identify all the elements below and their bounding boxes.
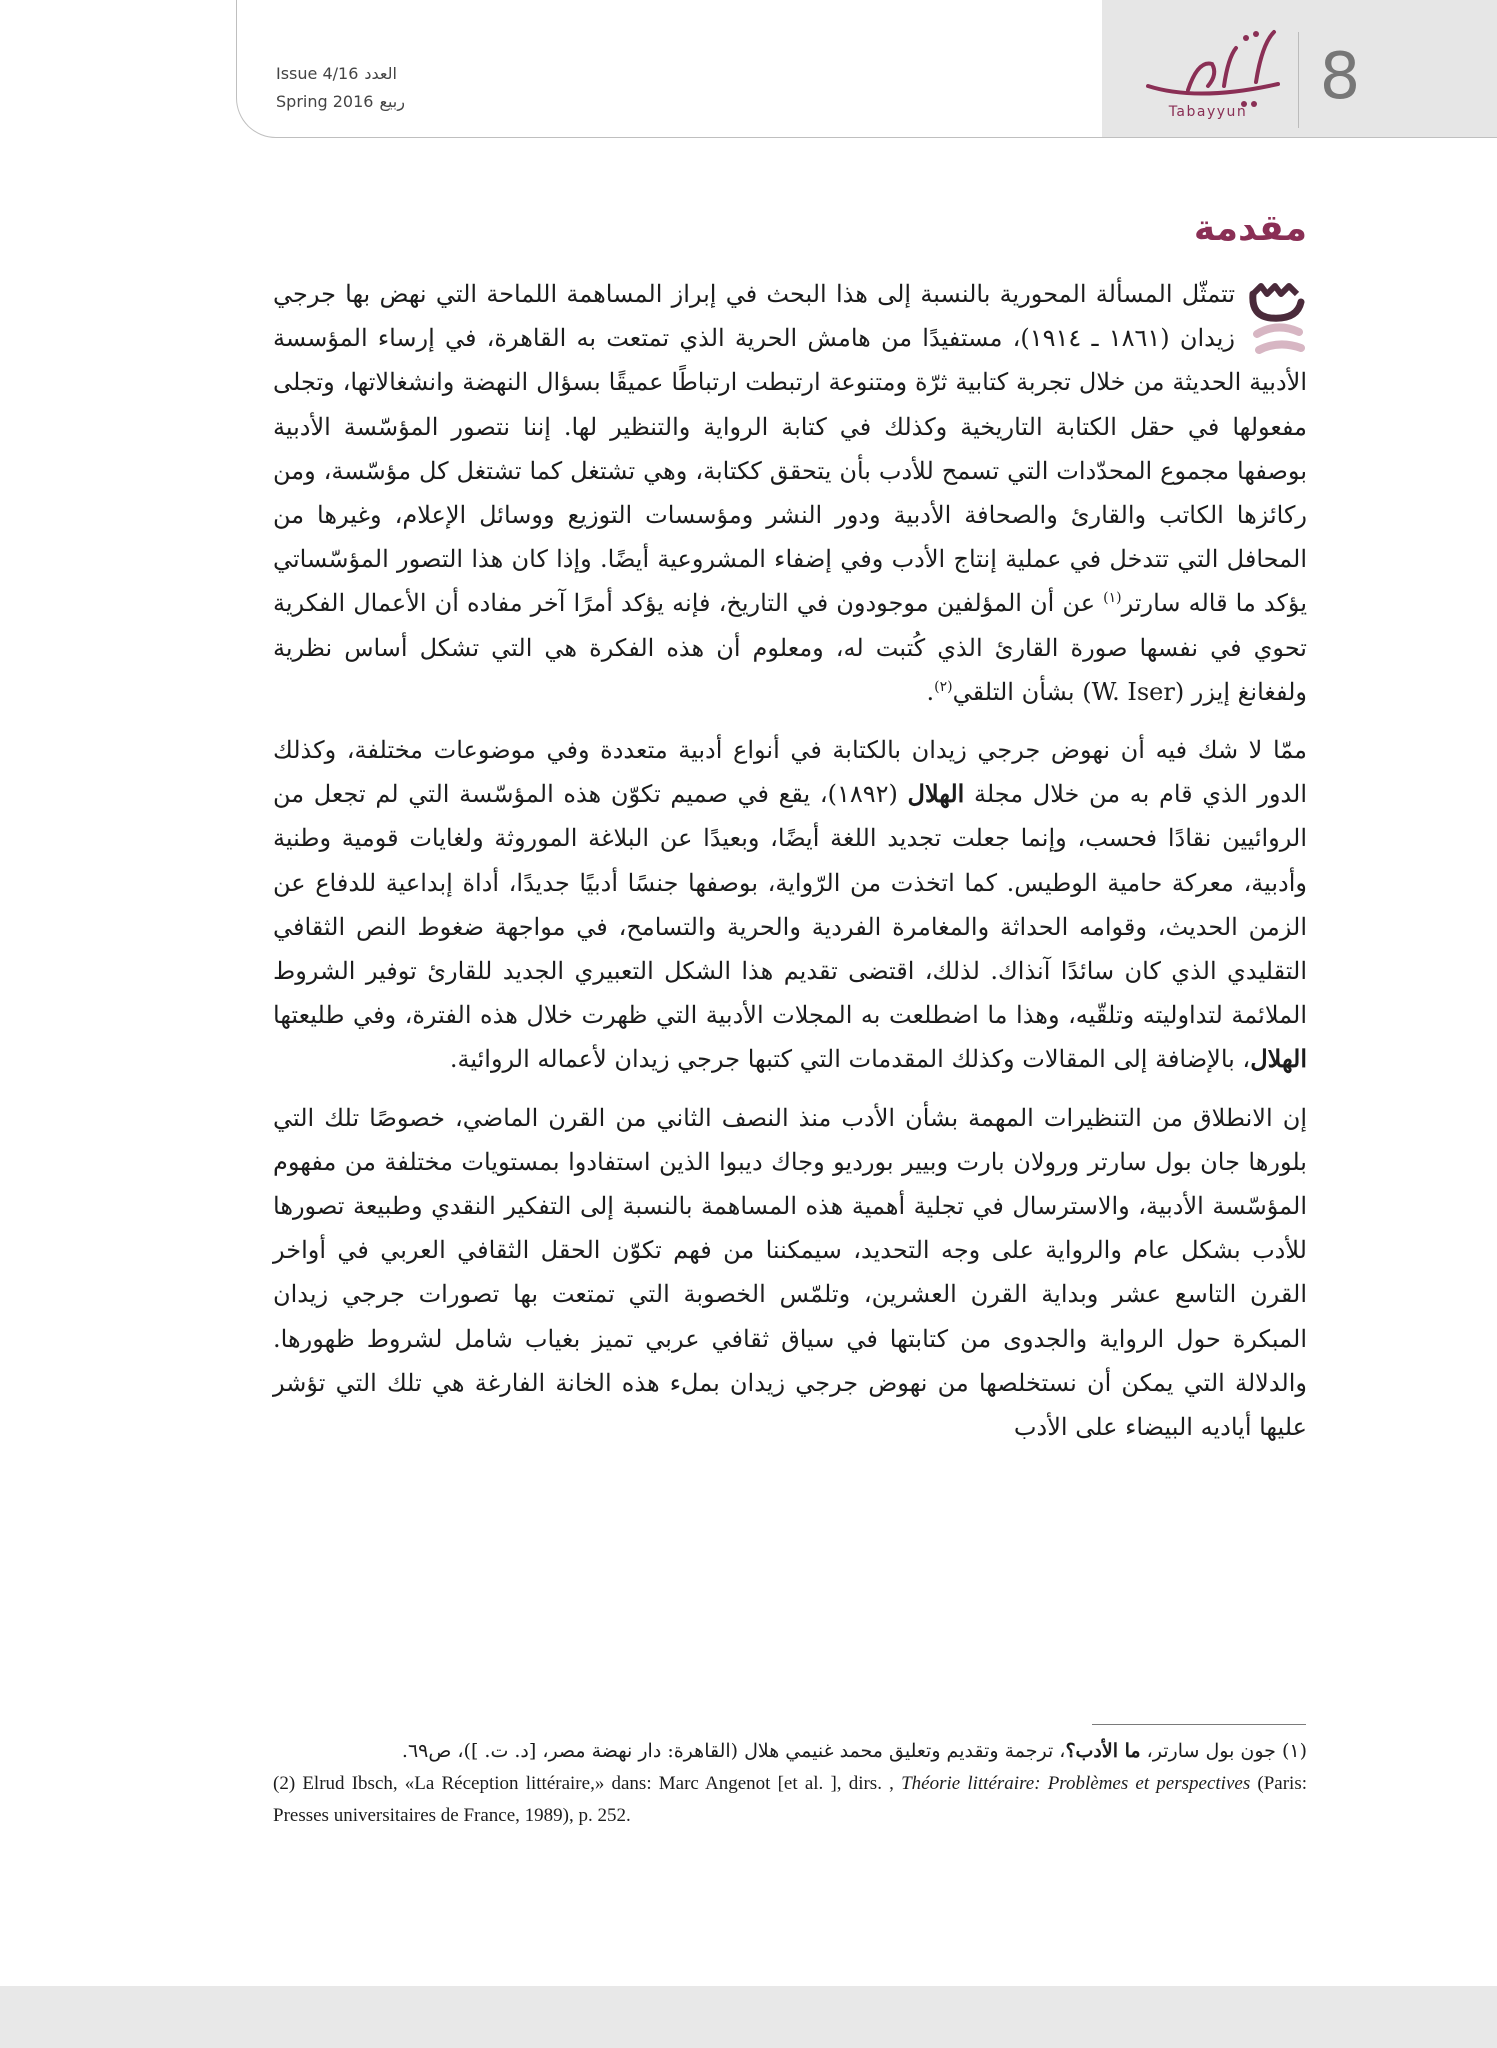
magazine-name: الهلال [907,779,965,809]
issue-label-ar: العدد [364,64,397,83]
footnote-2-text-a: (2) Elrud Ibsch, «La Réception littéraire,» dans: Marc Angenot [et al. ], dirs. , [273,1773,902,1794]
paragraph-1-text-b: عن أن المؤلفين موجودون في التاريخ، فإنه يؤكد أمرًا آخر مفاده أن الأعمال الفكرية تحوي في نفسها صورة القارئ الذي كُتبت له، ومعلوم أن هذه الفكرة هي التي تشكل أساس نظرية ولفغانغ إيزر (W. Iser) بشأن التلقي [273,589,1307,706]
article-body [273,272,1307,1463]
paragraph-1-text-c: . [926,677,935,706]
issue-info [276,60,496,116]
issue-number: Issue 4/16 [276,64,359,83]
page-number-divider [1298,32,1299,128]
paragraph-1 [273,272,1307,714]
paragraph-2-text-b: (١٨٩٢)، يقع في صميم تكوّن هذه المؤسّسة التي لم تجعل من الروائيين نقادًا فحسب، وإنما جعلت تجديد اللغة أيضًا، وبعيدًا عن البلاغة الموروثة ولغايات قومية وطنية وأدبية، معركة حامية الوطيس. كما اتخذت من الرّواية، بوصفها جنسًا أدبيًا جديدًا، أداة إبداعية للدفاع عن الزمن الحديث، وقوامه الحداثة والمغامرة الفردية والحرية والتسامح، في مواجهة ضغوط النص الثقافي التقليدي الذي كان سائدًا آنذاك. لذلك، اقتضى تقديم هذا الشكل التعبيري الجديد للقارئ توفير الشروط الملائمة لتداوليته وتلقّيه، وهذا ما اضطلعت به المجلات الأدبية التي ظهرت خلال هذه الفترة، وفي طليعتها [273,780,1307,1030]
footnote-ref-1[interactable]: (١) [1103,590,1122,607]
footnote-1-text-a: (١) جون بول سارتر، [1140,1740,1307,1762]
season-line [276,88,496,116]
logo-latin-text: Tabayyun [1168,104,1248,120]
footnote-divider [1092,1724,1306,1725]
paragraph-2 [273,728,1307,1082]
footnote-1-book-title: ما الأدب؟ [1065,1740,1141,1762]
section-title: مقدمة [1193,208,1307,249]
paragraph-1-text-a: تتمثّل المسألة المحورية بالنسبة إلى هذا البحث في إبراز المساهمة اللماحة التي نهض بها جرجي زيدان (١٨٦١ ـ ١٩١٤)، مستفيدًا من هامش الحرية الذي تمتعت به القاهرة، في إرساء المؤسسة الأدبية الحديثة من خلال تجربة كتابية ثرّة ومتنوعة ارتبطت ارتباطًا عميقًا بسؤال النهضة وانشغالاتها، وتجلى مفعولها في حقل الكتابة التاريخية وكذلك في كتابة الرواية والتنظير لها. إننا نتصور المؤسّسة الأدبية بوصفها مجموع المحدّدات التي تسمح للأدب بأن يتحقق ككتابة، وهي تشتغل كما تشتغل كل مؤسّسة، ومن ركائزها الكاتب والقارئ والصحافة الأدبية ودور النشر ومؤسسات التوزيع ووسائل الإعلام، وغيرها من المحافل التي تتدخل في عملية إنتاج الأدب وفي إضفاء المشروعية أيضًا. وإذا كان هذا التصور المؤسّساتي يؤكد ما قاله سارتر [273,280,1307,618]
paragraph-2-text-c: ، بالإضافة إلى المقالات وكذلك المقدمات التي كتبها جرجي زيدان لأعماله الروائية. [449,1045,1251,1074]
decorative-dropcap-icon [1247,276,1307,360]
season-en: Spring 2016 [276,92,374,111]
footnote-2 [273,1768,1307,1832]
magazine-name: الهلال [1250,1044,1307,1074]
footnote-ref-2[interactable]: (٢) [934,678,953,695]
footnote-2-book-title: Théorie littéraire: Problèmes et perspectives [901,1773,1251,1794]
paragraph-3: إن الانطلاق من التنظيرات المهمة بشأن الأدب منذ النصف الثاني من القرن الماضي، خصوصًا تلك التي بلورها جان بول سارتر ورولان بارت وبيير بورديو وجاك ديبوا الذين استفادوا بمستويات مختلفة من مفهوم المؤسّسة الأدبية، والاسترسال في تجلية أهمية هذه المساهمة بالنسبة إلى التفكير النقدي وطبيعة تصورها للأدب بشكل عام والرواية على وجه التحديد، سيمكننا من فهم تكوّن الحقل الثقافي العربي في أواخر القرن التاسع عشر وبداية القرن العشرين، وتلمّس الخصوبة التي تمتعت بها تصورات جرجي زيدان المبكرة حول الرواية والجدوى من كتابتها في سياق ثقافي عربي تميز بغياب شامل لشروط ظهورها. والدلالة التي يمكن أن نستخلصها من نهوض جرجي زيدان بملء هذه الخانة الفارغة هي تلك التي تؤشر عليها أياديه البيضاء على الأدب [273,1103,1307,1442]
page-number: 8 [1319,40,1361,114]
issue-line [276,60,496,88]
season-ar: ربيع [379,92,405,111]
footnote-1-text-b: ، ترجمة وتقديم وتعليق محمد غنيمي هلال (القاهرة: دار نهضة مصر، [د. ت. ])، ص٦٩. [401,1740,1066,1762]
paragraph-2-text-a: ممّا لا شك فيه أن نهوض جرجي زيدان بالكتابة في أنواع أدبية متعددة وفي موضوعات مختلفة، وكذلك الدور الذي قام به من خلال مجلة [273,736,1307,809]
page-bottom-band [0,1986,1497,2048]
footnote-2-text-b: (Paris: Presses universitaires de France, 1989), p. 252. [273,1773,1308,1826]
footnote-1 [273,1736,1307,1766]
